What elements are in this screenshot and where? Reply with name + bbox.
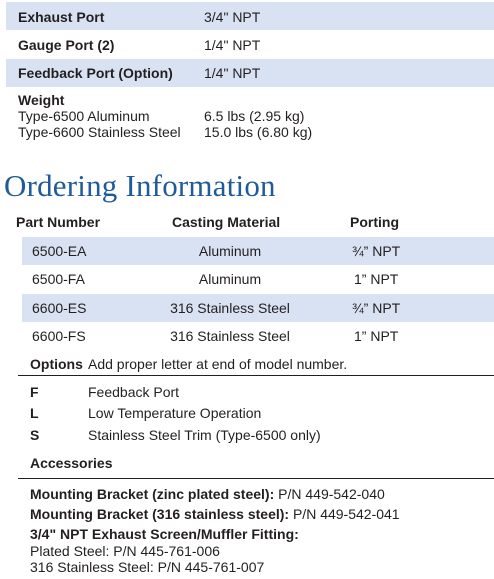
accessory-bracket-stainless-part-number: P/N 449-542-041 (292, 506, 400, 522)
order-part-number: 6600-ES (32, 300, 87, 316)
spec-value-exhaust-port: 3/4" NPT (204, 9, 261, 25)
spec-value-feedback-port: 1/4" NPT (204, 65, 261, 81)
spec-row-divider (6, 30, 494, 31)
weight-value-stainless: 15.0 lbs (6.80 kg) (204, 124, 313, 140)
spec-label-feedback-port: Feedback Port (Option) (18, 65, 173, 81)
accessory-muffler-stainless: 316 Stainless Steel: P/N 445-761-007 (30, 559, 265, 575)
order-porting: ¾” NPT (352, 300, 401, 316)
accessory-bracket-zinc-part-number: P/N 449-542-040 (278, 486, 385, 502)
option-letter-l: L (30, 405, 39, 421)
accessories-divider (18, 478, 494, 479)
order-part-number: 6500-FA (32, 271, 85, 287)
order-porting: ¾” NPT (352, 243, 401, 259)
col-header-porting: Porting (350, 214, 399, 230)
spec-value-gauge-port: 1/4" NPT (204, 37, 261, 53)
spec-row-divider (6, 58, 494, 59)
option-desc-low-temperature: Low Temperature Operation (88, 405, 262, 421)
accessory-bracket-zinc (30, 486, 385, 502)
option-desc-feedback-port: Feedback Port (88, 384, 180, 400)
order-casting-material: 316 Stainless Steel (170, 328, 290, 344)
option-letter-f: F (30, 384, 39, 400)
option-letter-s: S (30, 427, 40, 443)
accessories-title: Accessories (30, 455, 113, 471)
accessory-muffler-plated: Plated Steel: P/N 445-761-006 (30, 543, 220, 559)
spec-label-gauge-port: Gauge Port (2) (18, 37, 115, 53)
weight-type-stainless: Type-6600 Stainless Steel (18, 124, 181, 140)
weight-type-aluminum: Type-6500 Aluminum (18, 108, 150, 124)
order-porting: 1” NPT (354, 271, 399, 287)
order-casting-material: 316 Stainless Steel (170, 300, 290, 316)
order-part-number: 6500-EA (32, 243, 87, 259)
options-label: Options (30, 356, 83, 372)
accessory-muffler-title: 3/4" NPT Exhaust Screen/Muffler Fitting: (30, 526, 299, 542)
weight-title: Weight (18, 92, 65, 108)
order-part-number: 6600-FS (32, 328, 86, 344)
ordering-heading: Ordering Information (4, 168, 276, 203)
order-casting-material: Aluminum (198, 243, 262, 259)
accessory-bracket-zinc-label: Mounting Bracket (zinc plated steel): (30, 486, 275, 502)
order-casting-material: Aluminum (198, 271, 262, 287)
option-desc-stainless-trim: Stainless Steel Trim (Type-6500 only) (88, 427, 321, 443)
spec-label-exhaust-port: Exhaust Port (18, 9, 105, 25)
accessory-bracket-stainless-label: Mounting Bracket (316 stainless steel): (30, 506, 290, 522)
col-header-casting-material: Casting Material (172, 214, 281, 230)
order-porting: 1” NPT (354, 328, 399, 344)
options-divider (18, 375, 494, 376)
col-header-part-number: Part Number (16, 214, 101, 230)
accessory-bracket-stainless (30, 506, 400, 522)
weight-value-aluminum: 6.5 lbs (2.95 kg) (204, 108, 305, 124)
options-text: Add proper letter at end of model number. (88, 356, 348, 372)
